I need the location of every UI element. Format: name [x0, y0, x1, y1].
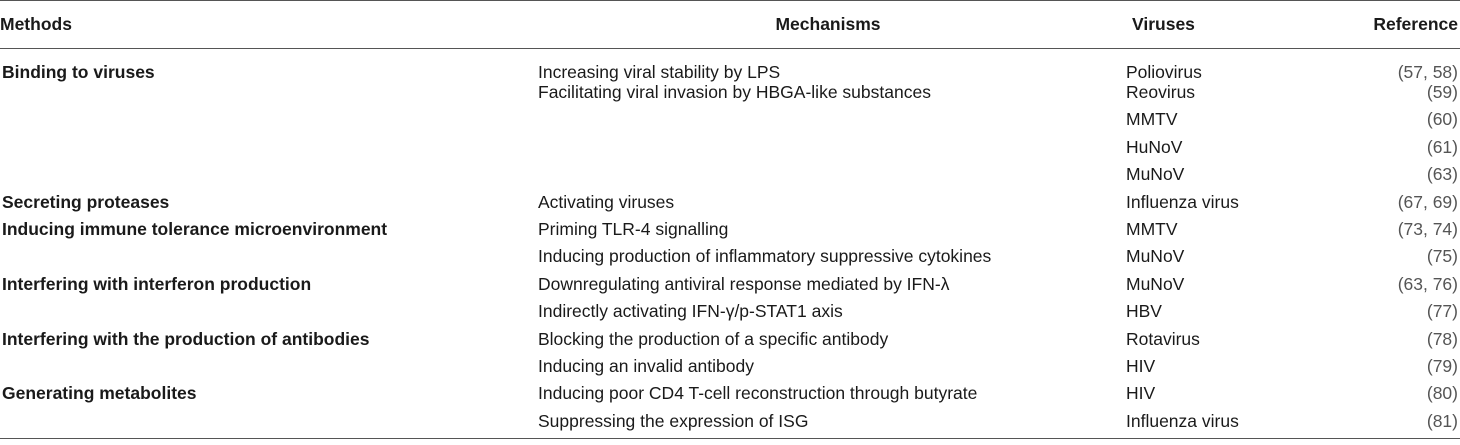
- method-cell: Inducing immune tolerance microenvironment: [2, 218, 388, 239]
- table-row: [0, 164, 1460, 191]
- header-viruses: Viruses: [1126, 1, 1336, 49]
- virus-cell: MMTV: [1126, 218, 1178, 239]
- method-cell: [0, 411, 530, 438]
- method-cell: [0, 356, 530, 383]
- reference-cell[interactable]: (63): [1426, 164, 1458, 185]
- mechanism-cell: Activating viruses: [538, 191, 675, 212]
- reference-cell[interactable]: (73, 74): [1397, 218, 1458, 239]
- method-cell: Interfering with the production of antibodies: [2, 328, 370, 349]
- reference-cell[interactable]: (79): [1426, 355, 1458, 376]
- virus-cell: MuNoV: [1126, 246, 1185, 267]
- table-row: [0, 411, 1460, 438]
- virus-cell: Influenza virus: [1126, 411, 1336, 438]
- reference-cell[interactable]: (60): [1426, 109, 1458, 130]
- table-row: [0, 219, 1460, 246]
- table-row: [0, 329, 1460, 356]
- reference-cell[interactable]: (67, 69): [1397, 191, 1458, 212]
- header-reference: Reference: [1336, 1, 1460, 49]
- mechanism-cell: Suppressing the expression of ISG: [530, 411, 1126, 438]
- table-row: [0, 301, 1460, 328]
- mechanism-cell: Priming TLR-4 signalling: [538, 218, 729, 239]
- header-mechanisms: Mechanisms: [530, 1, 1126, 49]
- table-row: [0, 137, 1460, 164]
- reference-cell[interactable]: (59): [1426, 82, 1458, 102]
- reference-cell[interactable]: (57, 58): [1397, 62, 1458, 82]
- virus-cell: Reovirus: [1126, 82, 1196, 102]
- method-cell: [0, 301, 530, 328]
- mechanism-cell: Blocking the production of a specific antibody: [538, 328, 889, 349]
- table-row: [0, 274, 1460, 301]
- table-row: [0, 383, 1460, 410]
- mechanism-cell: Inducing an invalid antibody: [538, 355, 754, 376]
- mechanism-cell: Increasing viral stability by LPS: [538, 62, 781, 82]
- method-cell: Generating metabolites: [2, 383, 197, 404]
- table-body: [0, 49, 1460, 439]
- table-row: [0, 246, 1460, 273]
- virus-cell: HIV: [1126, 355, 1156, 376]
- method-cell: [0, 82, 530, 109]
- method-cell: [0, 246, 530, 273]
- mechanism-cell: Inducing production of inflammatory suppressive cytokines: [538, 246, 992, 267]
- mechanism-cell: [530, 164, 1126, 191]
- virus-cell: HIV: [1126, 383, 1156, 404]
- virus-cell: MuNoV: [1126, 273, 1185, 294]
- mechanism-cell: [530, 137, 1126, 164]
- virus-cell: MMTV: [1126, 109, 1178, 130]
- mechanism-cell: Downregulating antiviral response mediated by IFN-λ: [538, 273, 950, 294]
- virus-cell: Influenza virus: [1126, 191, 1239, 212]
- table-row: [0, 356, 1460, 383]
- table-row: [0, 82, 1460, 109]
- header-row: [0, 1, 1460, 49]
- reference-cell[interactable]: (77): [1426, 301, 1458, 322]
- virus-cell: Rotavirus: [1126, 328, 1200, 349]
- reference-cell[interactable]: (81): [1336, 411, 1460, 438]
- method-cell: Interfering with interferon production: [2, 273, 312, 294]
- method-cell: Secreting proteases: [2, 191, 170, 212]
- method-cell: Binding to viruses: [2, 62, 155, 82]
- reference-cell[interactable]: (78): [1426, 328, 1458, 349]
- reference-cell[interactable]: (63, 76): [1397, 273, 1458, 294]
- mechanism-cell: Indirectly activating IFN-γ/p-STAT1 axis: [538, 301, 843, 322]
- virus-cell: Poliovirus: [1126, 62, 1202, 82]
- virus-cell: HBV: [1126, 301, 1162, 322]
- mechanism-cell: [530, 109, 1126, 136]
- mechanism-cell: Inducing poor CD4 T-cell reconstruction through butyrate: [538, 383, 978, 404]
- reference-cell[interactable]: (80): [1426, 383, 1458, 404]
- method-cell: [0, 164, 530, 191]
- table-row: [0, 109, 1460, 136]
- virus-cell: MuNoV: [1126, 164, 1185, 185]
- header-methods: Methods: [0, 1, 530, 49]
- mechanism-cell: Facilitating viral invasion by HBGA-like substances: [538, 82, 931, 102]
- virus-cell: HuNoV: [1126, 136, 1183, 157]
- reference-cell[interactable]: (61): [1426, 136, 1458, 157]
- reference-cell[interactable]: (75): [1426, 246, 1458, 267]
- table-row: [0, 49, 1460, 83]
- method-cell: [0, 137, 530, 164]
- method-cell: [0, 109, 530, 136]
- table-row: [0, 192, 1460, 219]
